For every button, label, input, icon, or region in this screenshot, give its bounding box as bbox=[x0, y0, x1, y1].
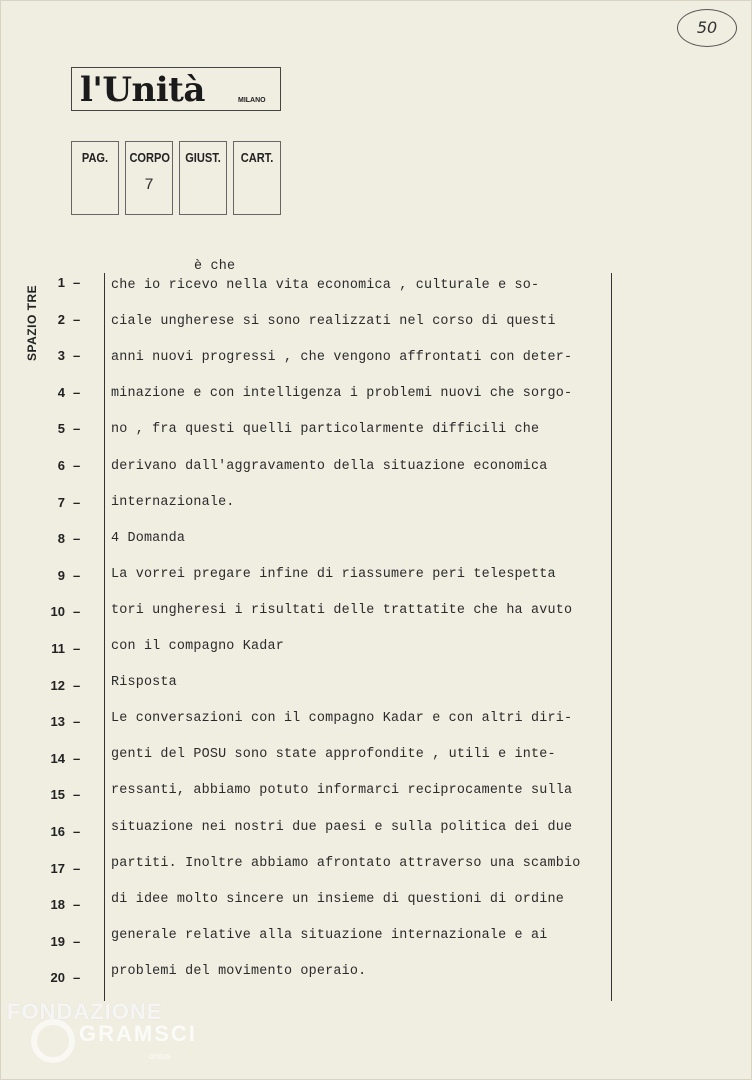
line-number bbox=[41, 861, 91, 876]
line-number-value: 3 bbox=[57, 348, 65, 364]
line-number-value: 14 bbox=[50, 750, 65, 766]
text-line: partiti. Inoltre abbiamo afrontato attraverso una scambio bbox=[111, 855, 581, 871]
line-number bbox=[41, 897, 91, 912]
text-line: Le conversazioni con il compagno Kadar e con altri diri- bbox=[111, 711, 573, 727]
line-tick: – bbox=[73, 421, 81, 437]
watermark-logo-icon bbox=[31, 1019, 75, 1063]
text-line: derivano dall'aggravamento della situazione economica bbox=[111, 458, 548, 474]
box-label: GIUST. bbox=[185, 150, 221, 165]
line-tick: – bbox=[73, 970, 81, 986]
line-number-value: 13 bbox=[50, 714, 65, 730]
line-number-value: 7 bbox=[57, 494, 65, 510]
text-line: Risposta bbox=[111, 675, 177, 691]
line-tick: – bbox=[73, 677, 81, 693]
box-label: CORPO bbox=[129, 150, 170, 165]
line-tick: – bbox=[73, 604, 81, 620]
line-number-value: 12 bbox=[50, 677, 65, 693]
box-pag bbox=[71, 141, 119, 215]
line-number-value: 17 bbox=[50, 860, 65, 876]
line-number bbox=[41, 970, 91, 985]
text-line: anni nuovi progressi , che vengono affrontati con deter- bbox=[111, 350, 573, 366]
margin-label: SPAZIO TRE bbox=[25, 284, 39, 361]
line-tick: – bbox=[73, 494, 81, 510]
line-tick: – bbox=[73, 933, 81, 949]
line-number-value: 4 bbox=[57, 384, 65, 400]
line-number bbox=[41, 604, 91, 619]
line-number bbox=[41, 824, 91, 839]
left-margin-rule bbox=[104, 273, 105, 1001]
masthead bbox=[71, 67, 281, 111]
text-line: internazionale. bbox=[111, 494, 235, 510]
line-tick: – bbox=[73, 824, 81, 839]
text-line: minazione e con intelligenza i problemi nuovi che sorgo- bbox=[111, 386, 573, 402]
watermark-line3: onlus bbox=[149, 1051, 171, 1061]
line-tick: – bbox=[73, 641, 81, 656]
line-tick: – bbox=[73, 275, 81, 290]
text-line: no , fra questi quelli particolarmente difficili che bbox=[111, 422, 540, 438]
line-tick: – bbox=[73, 531, 81, 547]
watermark-line2: GRAMSCI bbox=[79, 1021, 197, 1046]
line-number-value: 6 bbox=[57, 458, 65, 473]
line-number-value: 11 bbox=[51, 641, 65, 656]
line-number bbox=[41, 568, 91, 583]
line-number-value: 8 bbox=[57, 531, 65, 547]
line-number bbox=[41, 312, 91, 327]
box-label: PAG. bbox=[81, 150, 109, 165]
line-number-value: 9 bbox=[57, 567, 65, 583]
line-number bbox=[41, 714, 91, 729]
text-line: La vorrei pregare infine di riassumere peri telespetta bbox=[111, 566, 556, 582]
line-tick: – bbox=[73, 750, 81, 766]
line-tick: – bbox=[73, 714, 81, 730]
line-number bbox=[41, 348, 91, 363]
line-number bbox=[41, 678, 91, 693]
watermark-line1: FONDAZIONE bbox=[7, 999, 163, 1024]
line-tick: – bbox=[73, 458, 81, 473]
text-line: che io ricevo nella vita economica , culturale e so- bbox=[111, 278, 540, 293]
line-number bbox=[41, 421, 91, 436]
line-number bbox=[41, 495, 91, 510]
box-corpo bbox=[125, 141, 173, 215]
text-line: tori ungheresi i risultati delle trattatite che ha avuto bbox=[111, 602, 573, 618]
page-number: 50 bbox=[677, 9, 737, 47]
line-number-value: 16 bbox=[50, 824, 65, 839]
line-number bbox=[41, 385, 91, 400]
right-margin-rule bbox=[611, 273, 612, 1001]
line-tick: – bbox=[73, 897, 81, 913]
line-tick: – bbox=[73, 567, 81, 583]
line-number-value: 1 bbox=[57, 275, 65, 290]
line-number-value: 18 bbox=[50, 897, 65, 913]
line-tick: – bbox=[73, 787, 81, 803]
line-tick: – bbox=[73, 348, 81, 364]
text-line: ciale ungherese si sono realizzati nel corso di questi bbox=[111, 314, 556, 330]
line-number-value: 20 bbox=[50, 970, 65, 986]
line-number-value: 15 bbox=[50, 787, 65, 803]
box-label: CART. bbox=[240, 150, 274, 165]
text-line: di idee molto sincere un insieme di questioni di ordine bbox=[111, 891, 564, 907]
text-line: situazione nei nostri due paesi e sulla politica dei due bbox=[111, 819, 573, 835]
line-tick: – bbox=[73, 860, 81, 876]
masthead-city: MILANO bbox=[238, 97, 266, 104]
line-number bbox=[41, 275, 91, 290]
line-number bbox=[41, 458, 91, 473]
insertion-text: è che bbox=[194, 259, 236, 274]
box-value: 7 bbox=[144, 176, 154, 194]
masthead-logo: l'Unità bbox=[80, 70, 205, 110]
text-line: generale relative alla situazione internazionale e ai bbox=[111, 927, 548, 943]
line-number bbox=[41, 641, 91, 656]
line-tick: – bbox=[73, 311, 81, 327]
box-giust bbox=[179, 141, 227, 215]
text-line: problemi del movimento operaio. bbox=[111, 963, 367, 979]
line-number bbox=[41, 751, 91, 766]
line-number bbox=[41, 531, 91, 546]
text-line: ressanti, abbiamo potuto informarci reciprocamente sulla bbox=[111, 783, 573, 799]
line-number-value: 10 bbox=[50, 604, 65, 620]
line-number-value: 5 bbox=[57, 421, 65, 437]
line-number-value: 2 bbox=[57, 311, 65, 327]
line-tick: – bbox=[73, 384, 81, 400]
text-line: genti del POSU sono state approfondite , utili e inte- bbox=[111, 747, 556, 763]
box-cart bbox=[233, 141, 281, 215]
line-number bbox=[41, 787, 91, 802]
line-number-value: 19 bbox=[50, 933, 65, 949]
text-line: 4 Domanda bbox=[111, 530, 186, 546]
line-number bbox=[41, 934, 91, 949]
text-line: con il compagno Kadar bbox=[111, 639, 284, 654]
